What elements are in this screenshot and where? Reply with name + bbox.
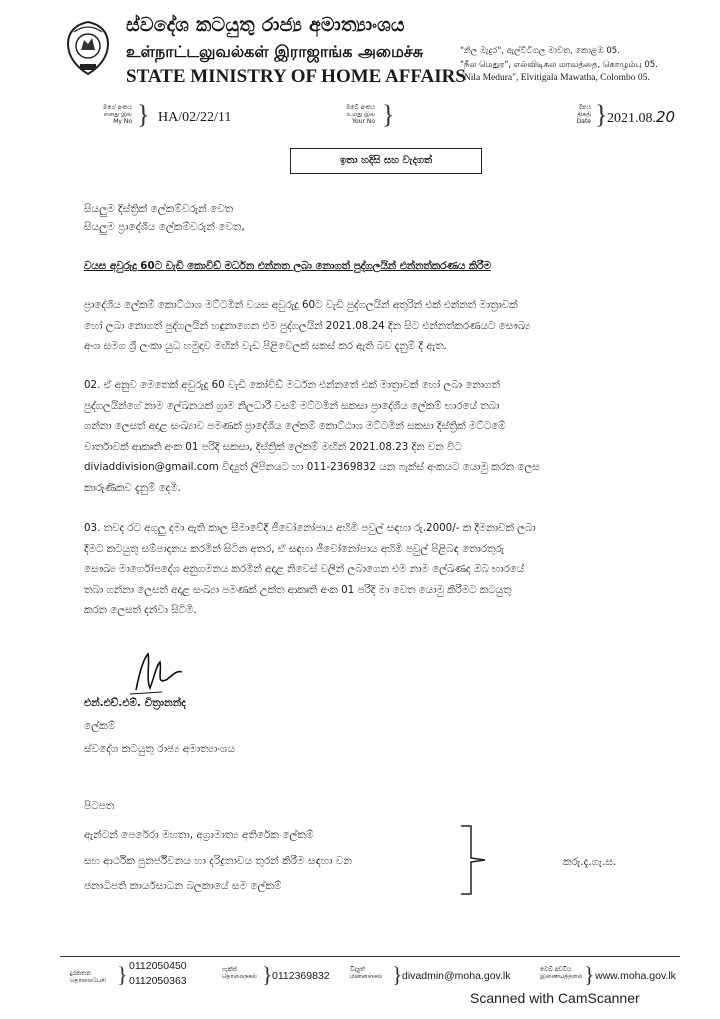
address-sinhala: "නිල මැදුර", ඇල්විටිගල මාවත, කොළඹ 05.: [460, 46, 620, 56]
address-tamil: "நீல மெதுர", எல்விடிகல மாவத்தை, கொழும்பு 05.: [460, 60, 658, 70]
recipient-line: සියලුම දිස්ත්‍රික් ලේකම්වරුන් වෙත: [84, 203, 234, 215]
phone-label: දුරකතන தொலைபேசி: [70, 970, 106, 984]
brace-icon: }: [584, 962, 595, 987]
website: www.moha.gov.lk: [595, 970, 676, 982]
scanner-watermark: Scanned with CamScanner: [470, 990, 640, 1006]
ministry-title-tamil: உள்நாட்டலுவல்கள் இராஜாங்க அமைச்சு: [126, 42, 424, 61]
fax-number: 0112369832: [272, 970, 330, 982]
brace-icon: }: [595, 100, 608, 129]
web-label: වෙබ් අඩවිය இணையத்தளம்: [540, 966, 583, 980]
brace-icon: }: [262, 962, 273, 987]
signature-mark: [126, 650, 186, 696]
ministry-title-sinhala: ස්වදේශ කටයුතු රාජ්‍ය අමාත්‍යාංශය: [126, 14, 405, 36]
phone-2: 0112050363: [129, 975, 187, 987]
date-value: 2021.08.20: [607, 108, 676, 126]
my-no-value: HA/02/22/11: [158, 110, 232, 125]
copy-line: ඇන්ටන් පෙරේරා මහතා, අග්‍රාමාත්‍ය අතිරේක ලේකම්: [84, 829, 314, 841]
email-address: divadmin@moha.gov.lk: [402, 970, 511, 982]
brace-icon: }: [382, 100, 395, 129]
signatory-name: එන්.එච්.එම්. චිත්‍රානන්ද: [84, 697, 186, 709]
ministry-emblem: [64, 20, 112, 78]
copy-line: සහ ආර්ථික පුනර්ජීවනය හා දරිද්‍රතාවය තුරන් කිරීම සඳහා වන: [84, 855, 352, 867]
paragraph-2: 02. ඒ අනුව මෙතෙක් අවුරුදු 60 වැඩි කෝවිඩ් මර්ධන එන්නතේ එක් මාත්‍රාවක් හෝ ලබා නොගත් පුද්ගලයින්ගේ නාම ලේඛනයක් ග්‍රාම නිලධාරී වසම් මට්ටමින් සකසා ප්‍රාදේශීය ලේකම් භාරයේ තබා ගන්නා ලෙසත් අදාළ සංඛ්‍යාව පමණක් ප්‍රාදේශීය ලේකම් කොට්ඨාශ මට්ටමින් සකසා දිස්ත්‍රික් මට්ටමේ වාර්තාවක් ආකෘති අංක 01 පරිදි සකසා, දිස්ත්‍රික් ලේකම් මඟින් 2021.08.23 දින වන විට diviaddivision@gmail.com විද්‍යුත් ලිපිනයට හා 011-2369832 යන ෆැක්ස් අංකයට යොමු කරන ලෙස කාරුණිකව දැනුම් දෙමි.: [84, 379, 540, 494]
signatory-ministry: ස්වදේශ කටයුතු රාජ්‍ය අමාත්‍යාංශය: [84, 743, 236, 755]
copy-line: ජනාධිපති කාර්යසාධන බලකායේ සම ලේකම්: [84, 880, 282, 892]
date-day-handwritten: 20: [656, 108, 676, 126]
paragraph-1: ප්‍රාදේශීය ලේකම් කොට්ඨාශ මට්ටමින් වයස අවුරුදු 60ට වැඩි පුද්ගලයින් අතුරින් එක් එන්නත් මාත්‍රාවක් හෝ ලබා නොගත් පුද්ගලයින් හඳුනාගෙන එම පුද්ගලයින් 2021.08.24 දින සිට එන්නත්කරණයට සෞඛ්‍ය අංශ සමග ශ්‍රී ලංකා යුධ හමුදාව මඟින් වැඩ පිළිවෙලක් සකස් කර ඇති බව දැනුම් දී ඇත.: [84, 299, 531, 352]
copies-action: කරු.දැ.ගැ.ස.: [563, 856, 617, 868]
my-no-label: මගේ අංකය எனது இல My No: [102, 104, 132, 125]
urgent-title-box: ඉතා හදිසි සහ වැදගත්: [290, 148, 482, 174]
copies-label: පිටපත: [84, 800, 115, 812]
copies-brace-icon: [457, 824, 489, 896]
email-label: විද්‍යුත් மின்னஞ்சல்: [350, 966, 383, 980]
phone-1: 0112050450: [129, 960, 187, 972]
brace-icon: }: [117, 962, 128, 987]
signatory-position: ලේකම්: [84, 720, 116, 732]
paragraph-3: 03. තවද රට අගුලු දමා ඇති කාල සීමාවේදී ජීවෝනෝපාය අහිමි පවුල් සඳහා රු.2000/- ක දීමනාවක් ලබා දීමට කටයුතු සම්පාදනය කරමින් සිටින අතර, ඒ සඳහා ජීවෝනෝපාය අහිමි පවුල් පිළිබඳ තොරතුරු සෞඛ්‍ය මාර්ගෝපදේශ අනුගමනය කරමින් අදාළ නිවෙස් වලින් ලබාගෙන එම නාම ලේඛණද ඔබ භාරයේ තබා ගන්නා ලෙසත් අදාළ සංඛ්‍යා පමණක් උක්ත ආකෘති අංක 01 පරිදි මා වෙත යොමු කිරීමට කටයුතු කරන ලෙසත් දන්වා සිටිමි.: [84, 522, 536, 616]
your-no-label: ඔබේ අංකය உமது இல Your No: [345, 104, 375, 125]
recipient-line: සියලුම ප්‍රාදේශීය ලේකම්වරුන් වෙත,: [84, 221, 245, 233]
footer-divider: [60, 956, 680, 957]
brace-icon: }: [392, 962, 403, 987]
address-english: "Nila Medura", Elvitigala Mawatha, Colombo 05.: [460, 73, 650, 83]
ministry-title-english: STATE MINISTRY OF HOME AFFAIRS: [126, 66, 466, 87]
date-label: දිනය திகதி Date: [576, 104, 591, 125]
subject-line: වයස අවුරුදු 60ට වැඩි කොවිඩ් මර්ධන එන්නත ලබා නොගත් පුද්ගලයින් එන්නත්කරණය කිරීම: [84, 260, 491, 272]
brace-icon: }: [137, 100, 150, 129]
fax-label: ෆැක්ස් தொலைநகல்: [222, 966, 258, 980]
